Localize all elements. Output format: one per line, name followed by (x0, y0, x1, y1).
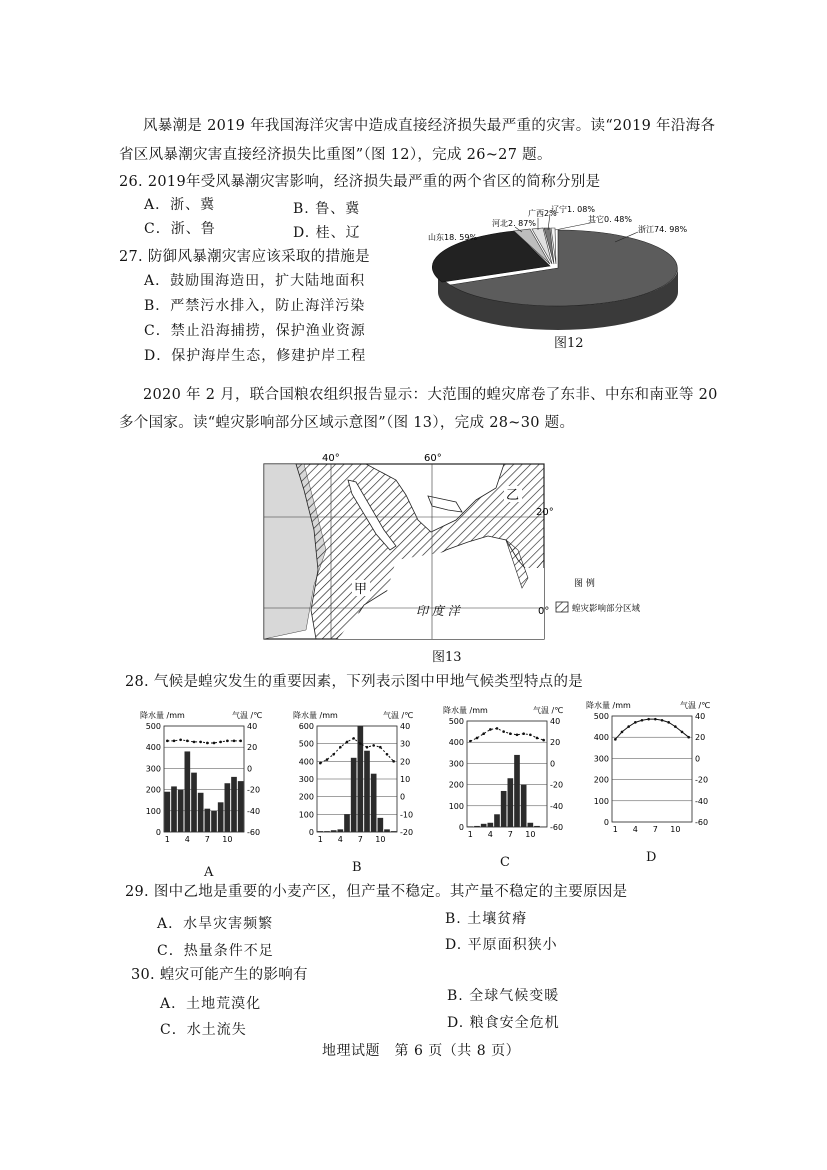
precip-bar (165, 792, 171, 832)
temp-point (392, 760, 395, 763)
q26-option-d[interactable]: D. 桂、辽 (293, 225, 361, 241)
intro-2-line-2: 多个国家。读“蝗灾影响部分区域示意图”（图 13），完成 28~30 题。 (119, 415, 575, 431)
q27-option-a[interactable]: A．鼓励围海造田，扩大陆地面积 (144, 273, 366, 289)
precip-bar (191, 773, 197, 832)
chart-c-temp-label: 气温 /℃ (533, 706, 564, 715)
y2-tick-label: -60 (550, 823, 564, 832)
fig13-caption: 图13 (432, 650, 462, 665)
precip-bar (508, 778, 514, 827)
temp-line (167, 740, 240, 743)
precip-bar (521, 785, 527, 827)
temp-point (326, 758, 329, 761)
y-tick-label: 100 (145, 806, 161, 816)
temp-point (641, 719, 644, 722)
legend-title: 图 例 (574, 579, 595, 589)
precip-bar (364, 751, 370, 832)
label-other: 其它0. 48% (588, 215, 632, 224)
y-tick-label: 400 (593, 733, 609, 743)
y-tick-label: 400 (448, 738, 464, 748)
chart-b-title: B (352, 860, 362, 875)
label-shandong: 山东18. 59% (428, 233, 478, 242)
lon-60-label: 60° (424, 453, 442, 464)
precip-bar (371, 774, 377, 832)
temp-point (239, 740, 242, 743)
chart-b-temp-label: 气温 /℃ (383, 711, 414, 720)
q29-option-c[interactable]: C．热量条件不足 (157, 943, 274, 959)
climate-chart-c (435, 695, 590, 850)
temp-point (186, 740, 189, 743)
temp-point (509, 732, 512, 735)
temp-point (469, 740, 472, 743)
chart-d-precip-label: 降水量 /mm (586, 701, 631, 710)
precip-bar (211, 811, 217, 832)
intro-1-line-2: 省区风暴潮灾害直接经济损失比重图”（图 12），完成 26~27 题。 (119, 147, 552, 163)
y-tick-label: 400 (145, 743, 161, 753)
x-tick-label: 7 (204, 835, 210, 844)
plot-frame (612, 716, 692, 822)
temp-point (366, 746, 369, 749)
y-tick-label: 100 (298, 810, 314, 820)
temp-point (529, 733, 532, 736)
y2-tick-label: -20 (550, 780, 564, 790)
y-tick-label: 400 (298, 757, 314, 767)
y2-tick-label: 0 (695, 754, 701, 764)
intro-2-line-1: 2020 年 2 月，联合国粮农组织报告显示：大范围的蝗灾席卷了东非、中东和南亚等 20 (143, 387, 718, 403)
y-tick-label: 200 (448, 780, 464, 790)
precip-bar (391, 831, 397, 832)
temp-point (352, 737, 355, 740)
x-tick-label: 1 (317, 835, 323, 844)
y-tick-label: 200 (593, 775, 609, 785)
precip-bar (178, 790, 184, 832)
temp-point (219, 741, 222, 744)
legend-swatch (556, 602, 568, 612)
q27-stem: 27. 防御风暴潮灾害应该采取的措施是 (119, 249, 370, 265)
x-tick-label: 10 (375, 835, 386, 844)
x-tick-label: 4 (487, 830, 493, 839)
y2-tick-label: -20 (247, 785, 261, 795)
temp-line (615, 719, 688, 739)
climate-chart-b (285, 700, 440, 855)
q27-option-b[interactable]: B．严禁污水排入，防止海洋污染 (144, 298, 366, 314)
legend-item: 蝗灾影响部分区域 (572, 604, 641, 614)
q29-option-b[interactable]: B. 土壤贫瘠 (445, 911, 528, 927)
intro-1-line-1: 风暴潮是 2019 年我国海洋灾害中造成直接经济损失最严重的灾害。读“2019 年沿海各 (143, 118, 716, 134)
q27-option-d[interactable]: D．保护海岸生态，修建护岸工程 (144, 348, 367, 364)
y2-tick-label: 0 (550, 759, 556, 769)
y-tick-label: 600 (298, 722, 314, 731)
temp-point (346, 741, 349, 744)
temp-point (674, 725, 677, 728)
precip-bar (481, 824, 487, 827)
fig13-map (256, 450, 676, 646)
y-tick-label: 200 (145, 785, 161, 795)
precip-bar (468, 826, 474, 827)
y2-tick-label: 40 (247, 722, 258, 731)
temp-point (687, 736, 690, 739)
q29-option-a[interactable]: A．水旱灾害频繁 (157, 916, 274, 932)
temp-point (482, 732, 485, 735)
x-tick-label: 1 (164, 835, 170, 844)
y2-tick-label: 10 (400, 775, 411, 784)
chart-c-title: C (500, 855, 510, 870)
y2-tick-label: -20 (695, 775, 709, 785)
temp-point (516, 733, 519, 736)
precip-bar (358, 726, 364, 832)
y2-tick-label: -60 (247, 828, 261, 837)
temp-point (233, 740, 236, 743)
temp-point (614, 738, 617, 741)
chart-c-precip-label: 降水量 /mm (443, 706, 488, 715)
precip-bar (231, 777, 237, 832)
x-tick-label: 10 (525, 830, 536, 839)
lon-40-label: 40° (322, 453, 340, 464)
temp-point (206, 742, 209, 745)
temp-point (372, 744, 375, 747)
q30-option-b[interactable]: B. 全球气候变暖 (447, 988, 560, 1004)
precip-bar (514, 755, 520, 827)
temp-point (621, 731, 624, 734)
x-tick-label: 7 (357, 835, 363, 844)
label-guangxi: 广西2% (528, 209, 557, 218)
temp-point (667, 721, 670, 724)
temp-line (320, 738, 393, 763)
temp-point (489, 728, 492, 731)
x-tick-label: 4 (184, 835, 190, 844)
y-tick-label: 500 (298, 739, 314, 749)
temp-point (213, 742, 216, 745)
y2-tick-label: 20 (400, 757, 411, 767)
y2-tick-label: 40 (550, 717, 561, 726)
x-tick-label: 10 (670, 825, 681, 834)
y-tick-label: 300 (145, 764, 161, 774)
temp-point (496, 727, 499, 730)
temp-point (199, 741, 202, 744)
precip-bar (225, 783, 231, 832)
y-tick-label: 0 (603, 818, 609, 827)
precip-bar (238, 781, 244, 832)
q30-stem: 30. 蝗灾可能产生的影响有 (131, 967, 308, 983)
temp-point (681, 731, 684, 734)
y2-tick-label: 40 (695, 712, 706, 721)
y-tick-label: 0 (308, 828, 314, 837)
y-tick-label: 300 (593, 754, 609, 764)
temp-point (166, 740, 169, 743)
x-tick-label: 4 (337, 835, 343, 844)
lat-20-label: 20° (536, 507, 554, 518)
temp-point (522, 732, 525, 735)
q26-stem: 26. 2019年受风暴潮灾害影响，经济损失最严重的两个省区的简称分别是 (119, 174, 601, 190)
temp-point (627, 725, 630, 728)
page-footer: 地理试题 第 6 页（共 8 页） (322, 1043, 521, 1059)
chart-a-temp-label: 气温 /℃ (232, 711, 263, 720)
q26-option-b[interactable]: B. 鲁、冀 (293, 201, 361, 217)
temp-point (332, 753, 335, 756)
precip-bar (318, 831, 324, 832)
lat-0-label: 0° (538, 606, 550, 617)
temp-point (634, 721, 637, 724)
y-tick-label: 300 (448, 759, 464, 769)
y2-tick-label: -60 (695, 818, 709, 827)
q30-option-c[interactable]: C．水土流失 (160, 1022, 247, 1038)
temp-point (319, 762, 322, 765)
precip-bar (534, 826, 540, 827)
fig12-pie-chart (410, 200, 710, 330)
label-zhejiang: 浙江74. 98% (638, 225, 688, 234)
x-tick-label: 4 (632, 825, 638, 834)
temp-line (470, 728, 543, 741)
precip-bar (384, 829, 390, 832)
climate-chart-a (132, 700, 287, 855)
x-tick-label: 1 (467, 830, 473, 839)
temp-point (661, 719, 664, 722)
y2-tick-label: 30 (400, 739, 411, 749)
chart-d-title: D (646, 850, 657, 865)
y-tick-label: 0 (458, 823, 464, 832)
label-yi: 乙 (506, 488, 520, 503)
precip-bar (474, 826, 480, 827)
q28-stem: 28. 气候是蝗灾发生的重要因素，下列表示图中甲地气候类型特点的是 (125, 674, 584, 690)
y2-tick-label: 20 (247, 743, 258, 753)
y-tick-label: 100 (593, 796, 609, 806)
temp-point (193, 741, 196, 744)
y-tick-label: 500 (145, 722, 161, 731)
x-tick-label: 10 (222, 835, 233, 844)
y2-tick-label: -10 (400, 810, 414, 820)
y2-tick-label: 40 (400, 722, 411, 731)
chart-d-temp-label: 气温 /℃ (680, 701, 711, 710)
temp-point (179, 738, 182, 741)
y2-tick-label: 20 (550, 738, 561, 748)
precip-bar (488, 823, 494, 827)
precip-bar (198, 793, 204, 832)
y-tick-label: 200 (298, 792, 314, 802)
y-tick-label: 300 (298, 775, 314, 784)
precip-bar (501, 791, 507, 827)
temp-point (654, 718, 657, 721)
q30-option-a[interactable]: A．土地荒漠化 (160, 996, 262, 1012)
precip-bar (494, 814, 500, 827)
label-jia: 甲 (354, 582, 368, 597)
precip-bar (218, 802, 224, 832)
temp-point (536, 737, 539, 740)
precip-bar (378, 818, 384, 832)
precip-bar (324, 831, 330, 832)
temp-point (173, 740, 176, 743)
temp-point (542, 739, 545, 742)
precip-bar (185, 751, 191, 832)
label-hebei: 河北2. 87% (492, 219, 536, 228)
y2-tick-label: 20 (695, 733, 706, 743)
temp-point (359, 742, 362, 745)
y-tick-label: 500 (593, 712, 609, 721)
q26-option-a[interactable]: A．浙、冀 (144, 197, 216, 213)
label-liaoning: 辽宁1. 08% (551, 205, 595, 214)
y2-tick-label: -40 (695, 796, 709, 806)
climate-chart-d (580, 690, 735, 845)
x-tick-label: 7 (652, 825, 658, 834)
fig12-caption: 图12 (554, 336, 584, 351)
y-tick-label: 100 (448, 801, 464, 811)
q29-option-d[interactable]: D. 平原面积狭小 (445, 937, 558, 953)
x-tick-label: 7 (507, 830, 513, 839)
y2-tick-label: -20 (400, 828, 414, 837)
chart-b-precip-label: 降水量 /mm (293, 711, 338, 720)
chart-a-precip-label: 降水量 /mm (140, 711, 185, 720)
label-indian-ocean: 印 度 洋 (416, 604, 460, 618)
precip-bar (171, 786, 177, 832)
precip-bar (205, 809, 211, 832)
x-tick-label: 1 (612, 825, 618, 834)
y2-tick-label: -40 (247, 806, 261, 816)
chart-a-title: A (204, 865, 214, 880)
y2-tick-label: 0 (400, 792, 406, 802)
temp-point (226, 740, 229, 743)
y2-tick-label: 0 (247, 764, 253, 774)
temp-point (502, 730, 505, 733)
precip-bar (331, 830, 337, 832)
temp-point (386, 753, 389, 756)
precip-bar (338, 829, 344, 832)
temp-point (476, 737, 479, 740)
temp-point (379, 746, 382, 749)
q27-option-c[interactable]: C．禁止沿海捕捞，保护渔业资源 (144, 323, 366, 339)
precip-bar (351, 758, 357, 832)
precip-bar (528, 823, 534, 827)
temp-point (339, 746, 342, 749)
q30-option-d[interactable]: D. 粮食安全危机 (447, 1015, 560, 1031)
q29-stem: 29. 图中乙地是重要的小麦产区，但产量不稳定。其产量不稳定的主要原因是 (125, 884, 628, 900)
y2-tick-label: -40 (550, 801, 564, 811)
y-tick-label: 500 (448, 717, 464, 726)
q26-option-c[interactable]: C．浙、鲁 (144, 221, 216, 237)
temp-point (647, 718, 650, 721)
y-tick-label: 0 (155, 828, 161, 837)
precip-bar (344, 814, 350, 832)
